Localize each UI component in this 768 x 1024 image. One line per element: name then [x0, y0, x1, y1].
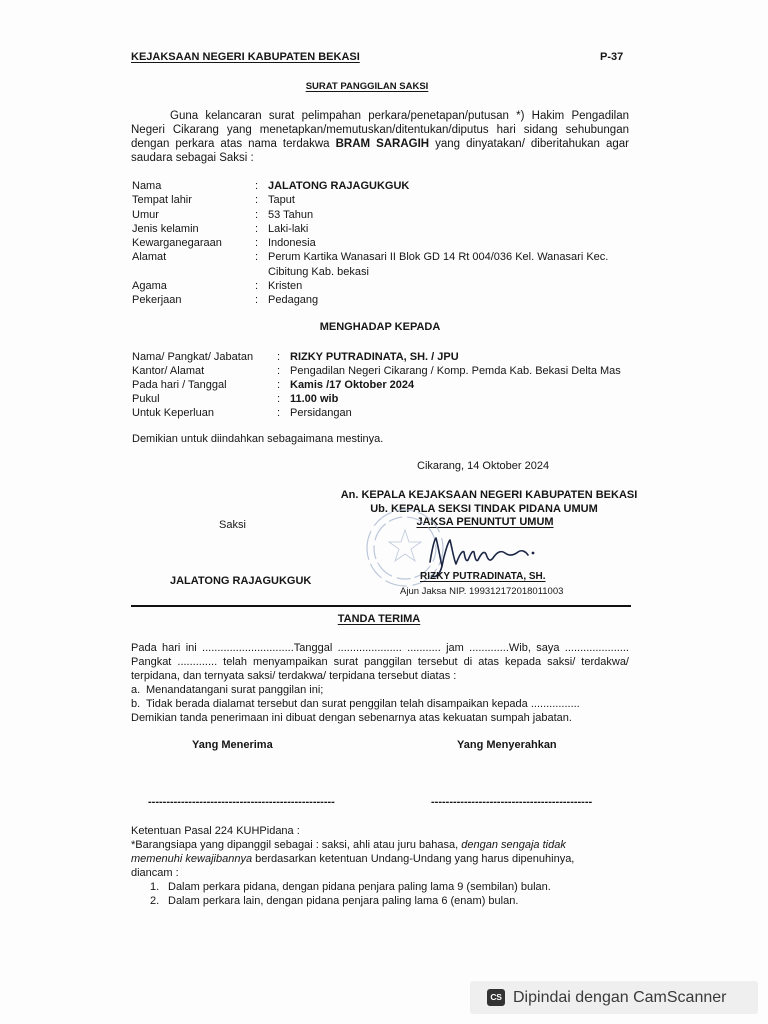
witness-row-address	[132, 250, 608, 279]
camscanner-text: Dipindai dengan CamScanner	[513, 989, 727, 1006]
field-label: Nama	[132, 180, 162, 192]
appear-before-table	[132, 350, 621, 420]
intro-paragraph	[131, 109, 629, 165]
field-separator: :	[255, 237, 259, 250]
receipt-line-3: terpidana, dan ternyata saksi/ terdakwa/ terpidana tersebut diatas :	[131, 670, 457, 682]
witness-row-nationality	[132, 236, 608, 250]
official-rank-nip	[400, 586, 563, 597]
camscanner-logo-icon: CS	[487, 989, 505, 1006]
address-line-2: Cibitung Kab. bekasi	[268, 265, 369, 278]
occupation-value: Pedagang	[268, 294, 319, 307]
stamp-and-signature	[360, 500, 560, 600]
field-separator: :	[277, 365, 281, 377]
appear-row-purpose	[132, 406, 621, 420]
appear-row-time	[132, 392, 621, 406]
form-code: P-37	[600, 51, 624, 63]
official-name: RIZKY PUTRADINATA, SH.	[420, 571, 546, 582]
item-text: Dalam perkara pidana, dengan pidana penjara paling lama 9 (sembilan) bulan.	[168, 881, 551, 893]
date-value: Kamis /17 Oktober 2024	[290, 379, 415, 391]
field-separator: :	[277, 407, 281, 419]
appear-before-heading: MENGHADAP KEPADA	[319, 321, 441, 333]
field-separator: :	[277, 379, 281, 391]
witness-row-birthplace	[132, 193, 608, 207]
office-value: Pengadilan Negeri Cikarang / Komp. Pemda Kab. Bekasi Delta Mas	[290, 365, 621, 377]
field-separator: :	[277, 351, 281, 363]
law-line-3: diancam :	[131, 867, 179, 879]
camscanner-badge	[470, 981, 758, 1014]
intro-text-after: yang dinyatakan/ diberitahukan agar saudara sebagai Saksi :	[131, 138, 629, 164]
field-separator: :	[255, 222, 259, 235]
witness-row-age	[132, 208, 608, 222]
receipt-item-b	[131, 697, 629, 711]
field-separator: :	[255, 180, 259, 192]
field-label: Agama	[132, 280, 167, 293]
law-text: berdasarkan ketentuan Undang-Undang yang harus dipenuhinya,	[252, 853, 575, 865]
field-label: Kewarganegaraan	[132, 237, 222, 250]
signatory-position: JAKSA PENUNTUT UMUM	[416, 516, 554, 528]
field-separator: :	[255, 294, 259, 307]
law-title: Ketentuan Pasal 224 KUHPidana :	[131, 825, 300, 837]
appear-row-office	[132, 364, 621, 378]
law-line-2	[131, 852, 574, 866]
field-label: Untuk Keperluan	[132, 407, 214, 419]
item-text: Tidak berada dialamat tersebut dan surat penggilan telah disampaikan kepada ................	[146, 698, 580, 710]
intro-text-before: Guna kelancaran surat pelimpahan perkara/penetapan/putusan *) Hakim Pengadilan Negeri Cikarang yang menetapkan/memutuskan/ditentukan/diputus hari sidang sehubungan dengan perkara atas nama terdakwa	[131, 110, 629, 150]
law-item-1	[150, 880, 551, 894]
receipt-line-2: Pangkat ............. telah menyampaikan surat panggilan tersebut di atas kepada saksi/ terdakwa/	[131, 656, 629, 668]
witness-row-gender	[132, 222, 608, 236]
item-text: Dalam perkara lain, dengan pidana penjara paling lama 6 (enam) bulan.	[168, 895, 519, 907]
gender-value: Laki-laki	[268, 222, 309, 235]
place-date: Cikarang, 14 Oktober 2024	[417, 460, 550, 472]
witness-signature-name: JALATONG RAJAGUKGUK	[170, 575, 312, 587]
witness-details-table	[132, 179, 608, 308]
address-line-1: Perum Kartika Wanasari II Blok GD 14 Rt 004/036 Kel. Wanasari Kec.	[268, 251, 609, 264]
officer-value: RIZKY PUTRADINATA, SH. / JPU	[290, 351, 459, 363]
official-nip: NIP. 199312172018011003	[449, 586, 564, 597]
witness-row-name	[132, 179, 608, 193]
section-divider	[131, 605, 631, 607]
law-line-1	[131, 838, 566, 852]
field-separator: :	[277, 393, 281, 405]
appear-row-officer	[132, 350, 621, 364]
item-marker: b.	[131, 698, 141, 710]
item-number: 2.	[150, 895, 160, 907]
field-label: Tempat lahir	[132, 194, 192, 207]
field-label: Jenis kelamin	[132, 222, 199, 235]
field-separator: :	[255, 208, 259, 221]
time-value: 11.00 wib	[290, 393, 339, 405]
receipt-title: TANDA TERIMA	[337, 613, 421, 625]
religion-value: Kristen	[268, 280, 303, 293]
age-value: 53 Tahun	[268, 208, 314, 221]
field-label: Pekerjaan	[132, 294, 182, 307]
address-value	[268, 250, 608, 279]
item-number: 1.	[150, 881, 160, 893]
signatory-via: Ub. KEPALA SEKSI TINDAK PIDANA UMUM	[370, 503, 598, 515]
field-separator: :	[255, 280, 259, 293]
witness-row-religion	[132, 279, 608, 293]
purpose-value: Persidangan	[290, 407, 352, 419]
submitter-signature-line: --------------------------------------------	[431, 796, 593, 808]
witness-signature-label: Saksi	[219, 519, 246, 531]
institution-header: KEJAKSAAN NEGERI KABUPATEN BEKASI	[131, 51, 360, 63]
item-marker: a.	[131, 684, 141, 696]
field-separator: :	[255, 251, 259, 264]
defendant-name: BRAM SARAGIH	[335, 138, 430, 150]
receipt-statement: Demikian tanda penerimaan ini dibuat dengan sebenarnya atas kekuatan sumpah jabatan.	[131, 712, 572, 724]
field-label: Pada hari / Tanggal	[132, 379, 227, 391]
nationality-value: Indonesia	[268, 237, 316, 250]
receiver-label: Yang Menerima	[192, 739, 273, 751]
field-label: Alamat	[132, 251, 167, 264]
document-title: SURAT PANGGILAN SAKSI	[305, 81, 429, 92]
law-italic-text: memenuhi kewajibannya	[131, 853, 253, 865]
law-text: *Barangsiapa yang dipanggil sebagai : saksi, ahli atau juru bahasa,	[131, 839, 462, 851]
law-italic-text: dengan sengaja tidak	[461, 839, 566, 851]
closing-statement: Demikian untuk diindahkan sebagaimana mestinya.	[132, 433, 384, 445]
receipt-item-a	[131, 683, 629, 697]
witness-row-occupation	[132, 293, 608, 307]
field-separator: :	[255, 194, 259, 207]
receiver-signature-line: ---------------------------------------------------	[148, 796, 335, 808]
field-label: Nama/ Pangkat/ Jabatan	[132, 351, 254, 363]
official-rank: Ajun Jaksa	[400, 586, 447, 597]
receipt-line-1: Pada hari ini ..............................Tanggal ..................... ........... jam .............Wib, saya .....................	[131, 642, 629, 654]
witness-name-value: JALATONG RAJAGUKGUK	[268, 180, 410, 192]
birthplace-value: Taput	[268, 194, 295, 207]
field-label: Umur	[132, 208, 159, 221]
signatory-on-behalf-of: An. KEPALA KEJAKSAAN NEGERI KABUPATEN BEKASI	[340, 489, 638, 501]
item-text: Menandatangani surat panggilan ini;	[146, 684, 324, 696]
field-label: Kantor/ Alamat	[132, 365, 205, 377]
submitter-label: Yang Menyerahkan	[457, 739, 557, 751]
appear-row-date	[132, 378, 621, 392]
field-label: Pukul	[132, 393, 160, 405]
law-item-2	[150, 894, 518, 908]
